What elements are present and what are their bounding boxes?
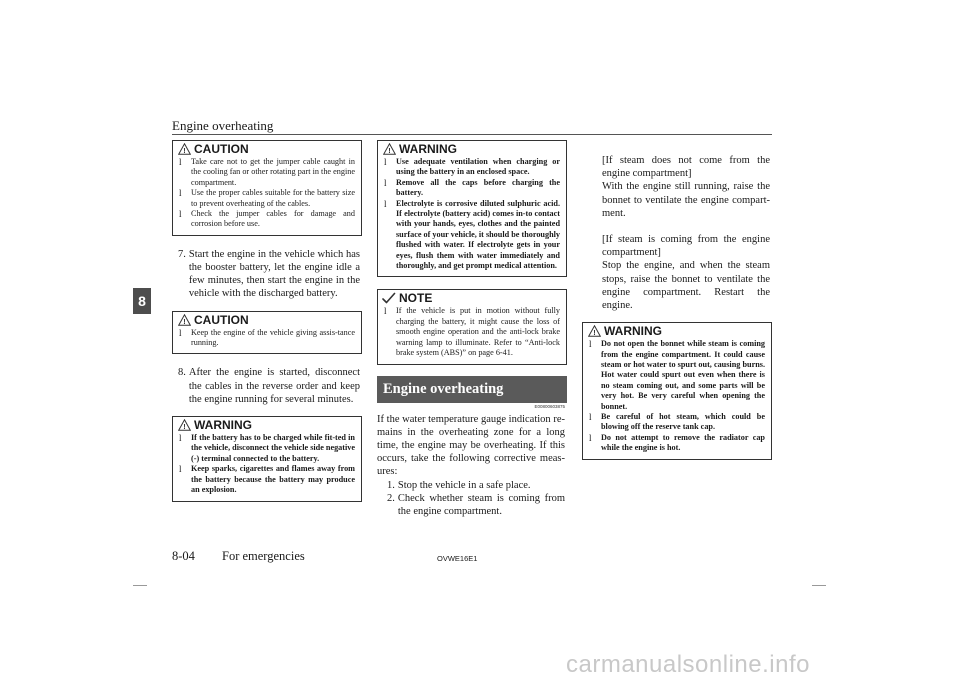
list-item: l Keep the engine of the vehicle giving assis-tance running.: [179, 327, 355, 348]
list-item: l Do not open the bonnet while steam is coming from the engine compartment. It could cause steam or hot water to spurt out, causing burns. Hot water could spurt out even when there is no steam coming out, and some parts will be very hot. Be very careful when opening the bonnet.: [589, 339, 765, 411]
document-code: OVWE16E1: [437, 554, 478, 563]
warning-box-ventilation: [377, 140, 567, 277]
warning-heading: [382, 142, 560, 156]
steam-instructions: [582, 154, 770, 312]
note-box: [377, 289, 567, 364]
list-item: l Electrolyte is corrosive diluted sulphuric acid. If electrolyte (battery acid) comes in-to contact with your hands, eyes, clothes and the painted surface of your vehicle, it should be thoroughly flushed with water. If electrolyte gets in your eyes, flush them with water immediately and thoroughly, and get prompt medical attention.: [384, 198, 560, 271]
warning-label: WARNING: [399, 142, 457, 156]
list-item: l Be careful of hot steam, which could be blowing off the reserve tank cap.: [589, 412, 765, 432]
column-right: [582, 140, 770, 460]
svg-text:!: !: [387, 146, 391, 155]
caution-heading: [177, 313, 355, 327]
list-item: l If the vehicle is put in motion without fully charging the battery, it might cause the loss of smooth engine operation and the anti-lock brake warning lamp to illuminate. Refer to “Anti-lock brake system (ABS)” on page 6-41.: [384, 306, 560, 358]
crop-mark: [133, 585, 147, 586]
running-header-title: Engine overheating: [172, 118, 274, 133]
bullet: l: [589, 339, 592, 350]
section-code: E00800603875: [534, 403, 565, 409]
bullet: l: [384, 177, 387, 188]
list-item: l Remove all the caps before charging the battery.: [384, 177, 560, 198]
bullet: l: [384, 306, 387, 317]
list-item: l Use adequate ventilation when charging or using the battery in an enclosed space.: [384, 157, 560, 177]
warning-triangle-icon: [382, 143, 396, 155]
step-7: 7. Start the engine in the vehicle which has the booster battery, let the engine idle a few minutes, then start the engine in the vehicle with the discharged battery.: [178, 248, 360, 300]
bullet: l: [179, 433, 182, 444]
svg-text:!: !: [182, 146, 186, 155]
paragraph: With the engine still running, raise the bonnet to ventilate the engine compart-ment.: [602, 181, 770, 219]
bullet: l: [179, 209, 182, 220]
warning-box-steam: [582, 322, 772, 459]
step-1: 1. Stop the vehicle in a safe place.: [387, 479, 531, 491]
warning-box-charging: [172, 416, 362, 501]
bullet: l: [589, 432, 592, 443]
list-item: l If the battery has to be charged while fit-ted in the vehicle, disconnect the vehicle side negative (-) terminal connected to the battery.: [179, 433, 355, 463]
column-middle: [377, 140, 565, 518]
caution-box-jumper: [172, 140, 362, 236]
chapter-tab: 8: [133, 288, 151, 314]
list-item: l Check the jumper cables for damage and corrosion before use.: [179, 209, 355, 229]
page-number: 8-04: [172, 549, 195, 563]
list-item: l Use the proper cables suitable for the battery size to prevent overheating of the cables.: [179, 188, 355, 208]
bullet: l: [179, 157, 182, 167]
bullet: l: [179, 464, 182, 475]
bullet: l: [384, 198, 387, 209]
paragraph: Stop the engine, and when the steam stops, raise the bonnet to ventilate the engine compartment. Restart the engine.: [602, 260, 770, 312]
step-8: 8. After the engine is started, disconnect the cables in the reverse order and keep the engine running for several minutes.: [178, 367, 360, 405]
step-2: 2. Check whether steam is coming from the engine compartment.: [387, 492, 565, 517]
paragraph: [If steam does not come from the engine compartment]: [602, 155, 770, 180]
caution-label: CAUTION: [194, 312, 249, 327]
bullet: l: [589, 412, 592, 423]
warning-triangle-icon: [177, 419, 191, 431]
list-item: l Take care not to get the jumper cable caught in the cooling fan or other rotating part in the engine compartment.: [179, 157, 355, 187]
warning-triangle-icon: [587, 325, 601, 337]
svg-text:!: !: [592, 328, 596, 338]
warning-triangle-icon: [177, 314, 191, 326]
footer-section-title: For emergencies: [222, 549, 305, 563]
bullet: l: [384, 157, 387, 167]
list-item: l Do not attempt to remove the radiator cap while the engine is hot.: [589, 432, 765, 453]
warning-heading: [177, 418, 355, 432]
paragraph: [If steam is coming from the engine compartment]: [602, 234, 770, 259]
svg-text:!: !: [182, 422, 186, 432]
warning-label: WARNING: [194, 418, 252, 433]
caution-label: CAUTION: [194, 142, 249, 156]
column-left: [172, 140, 360, 502]
bullet: l: [179, 327, 182, 338]
watermark: carmanualsonline.info: [566, 651, 810, 678]
svg-text:!: !: [182, 316, 186, 326]
section-title: Engine overheating: [377, 376, 567, 403]
header-rule: [172, 134, 772, 135]
warning-triangle-icon: [177, 143, 191, 155]
note-label: NOTE: [399, 291, 433, 306]
warning-heading: [587, 324, 765, 338]
crop-mark: [812, 585, 826, 586]
caution-box-assistance: [172, 311, 362, 355]
bullet: l: [179, 188, 182, 199]
list-item: l Keep sparks, cigarettes and flames away from the battery because the battery may produce an explosion.: [179, 464, 355, 495]
pencil-check-icon: [382, 292, 396, 304]
warning-label: WARNING: [604, 324, 662, 339]
note-heading: [382, 291, 560, 305]
caution-heading: [177, 142, 355, 156]
intro-paragraph: If the water temperature gauge indication re-mains in the overheating zone for a long time, the engine may be overheating. If this occurs, take the following corrective meas-ures:: [377, 413, 565, 478]
